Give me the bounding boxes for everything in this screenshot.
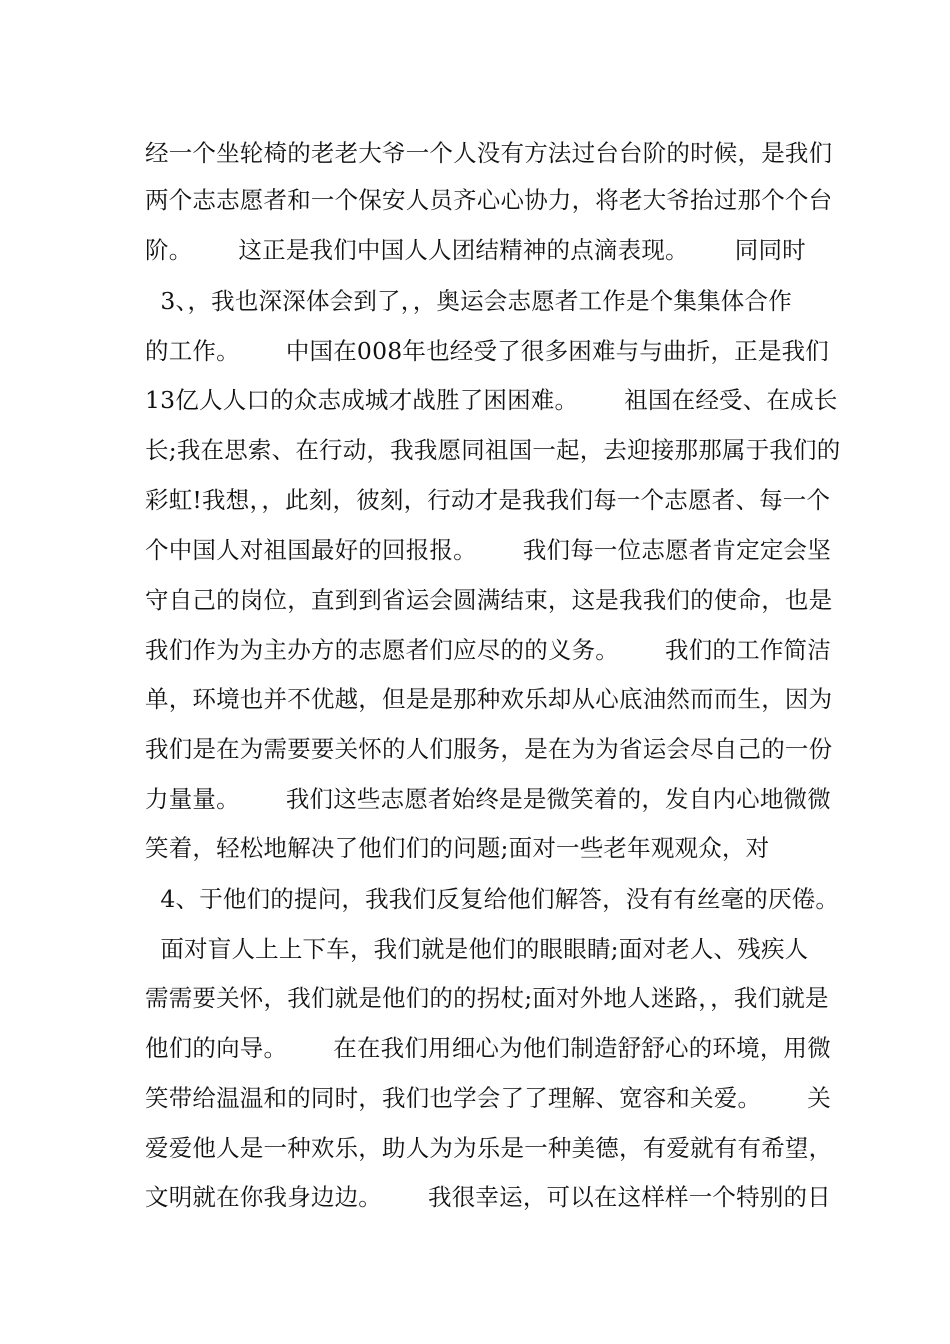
text-line: 守自己的岗位，直到到省运会圆满结束，这是我我们的使命，也是 (145, 586, 833, 614)
text-line: 他们的向导。 在在我们用细心为他们制造舒舒心的环境，用微 (145, 1034, 831, 1062)
text-line: 单，环境也并不优越，但是是那种欢乐却从心底油然而而生，因为 (145, 685, 833, 713)
text-line: 的工作。 中国在008年也经受了很多困难与与曲折，正是我们 (145, 337, 829, 365)
text-line: 力量量。 我们这些志愿者始终是是微笑着的，发自内心地微微 (145, 785, 831, 813)
text-line: 两个志志愿者和一个保安人员齐心心协力，将老大爷抬过那个个台 (145, 186, 833, 214)
text-line: 笑着，轻松地解决了他们们的问题;面对一些老年观观众，对 (145, 834, 770, 862)
text-line: 需需要关怀，我们就是他们的的拐杖;面对外地人迷路，，我们就是 (145, 984, 829, 1012)
text-line: 我们是在为需要要关怀的人们服务，是在为为省运会尽自己的一份 (145, 735, 833, 763)
text-line: 经一个坐轮椅的老老大爷一个人没有方法过台台阶的时候，是我们 (145, 139, 833, 167)
text-line: 爱爱他人是一种欢乐，助人为为乐是一种美德，有爱就有有希望， (145, 1134, 833, 1162)
text-line: 阶。 这正是我们中国人人团结精神的点滴表现。 同同时 (145, 236, 806, 264)
text-line: 长;我在思索、在行动，我我愿同祖国一起，去迎接那那属于我们的 (145, 436, 841, 464)
text-line: 3、，我也深深体会到了，，奥运会志愿者工作是个集集体合作 (145, 287, 792, 315)
text-line: 13亿人人口的众志成城才战胜了困困难。 祖国在经受、在成长 (145, 386, 838, 414)
text-line: 笑带给温温和的同时，我们也学会了了理解、宽容和关爱。 关 (145, 1084, 831, 1112)
text-line: 我们作为为主办方的志愿者们应尽的的义务。 我们的工作简洁 (145, 636, 831, 664)
text-line: 4、于他们的提问，我我们反复给他们解答，没有有丝毫的厌倦。 (145, 885, 840, 913)
text-line: 面对盲人上上下车，我们就是他们的眼眼睛;面对老人、残疾人 (145, 935, 809, 963)
text-line: 文明就在你我身边边。 我很幸运，可以在这样样一个特别的日 (145, 1183, 831, 1211)
text-line: 彩虹!我想，，此刻，彼刻，行动才是我我们每一个志愿者、每一个 (145, 486, 831, 514)
text-line: 个中国人对祖国最好的回报报。 我们每一位志愿者肯定定会坚 (145, 536, 831, 564)
